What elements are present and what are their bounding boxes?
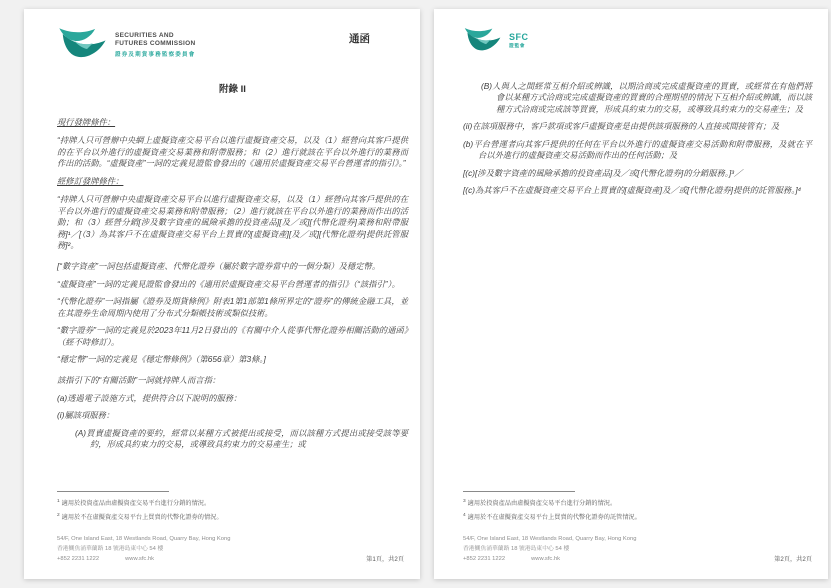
body-paragraph: “虛擬資產”一詞的定義見證監會發出的《適用於虛擬資產交易平台營運者的指引》（“該指引”）。 xyxy=(57,278,400,289)
footer-website: www.sfc.hk xyxy=(531,556,561,563)
body-paragraph: [“數字資產”一詞包括虛擬資產、代幣化證券（屬於數字證券當中的一個分類）及穩定幣。 xyxy=(57,261,381,272)
sfc-logo-text xyxy=(509,33,529,50)
sfc-logo-small xyxy=(463,27,529,55)
sfc-logo-abbr-zh: 證監會 xyxy=(509,44,526,50)
page2-body xyxy=(463,81,812,203)
footnote-2 xyxy=(57,513,408,523)
sfc-logo-large xyxy=(57,27,196,63)
body-paragraph-item-b: (b)平台營運者向其客戶提供的任何在平台以外進行的虛擬資產交易活動和附帶服務，及就在平台以外進行的虛擬資產交易活動而作出的任何活動；及 xyxy=(463,138,812,161)
sfc-bird-icon xyxy=(463,27,503,55)
footer-address-zh: 香港鰂魚涌華蘭路 18 號港島東中心 54 樓 xyxy=(463,546,570,553)
footnote-marker: 4 xyxy=(463,513,466,519)
footnote-marker: 1 xyxy=(57,499,60,505)
body-paragraph: 該指引下的“有關活動”一詞就持牌人而言指： xyxy=(57,375,221,386)
body-paragraph-item-i: (i)屬該項服務： xyxy=(57,410,115,421)
sfc-logo-zh: 證券及期貨事務監察委員會 xyxy=(115,52,196,59)
body-paragraph-item-c2: [(c)為其客戶不在虛擬資產交易平台上買賣的[虛擬資產]及／或[代幣化證券]提供的託管服務。]⁴ xyxy=(463,185,802,196)
body-paragraph-item-c1: [(c)[涉及數字資產的風險承擔的投資產品]及／或[代幣化證券]的分銷服務。]³／ xyxy=(463,167,743,178)
footnote-divider xyxy=(463,491,575,492)
footnote-3 xyxy=(463,499,812,509)
doc-type-label: 通函 xyxy=(349,33,370,45)
footnote-1 xyxy=(57,499,408,509)
footnote-text: 適用於投資產品由虛擬資產交易平台進行分銷的情況。 xyxy=(467,500,617,508)
page2-page-number: 第2頁，共2頁 xyxy=(774,556,812,563)
body-paragraph: “持牌人只可營辦中央虛擬資產交易平台以進行虛擬資產交易，以及（1）經營向其客戶提供的在平台以外進行的虛擬資產交易業務和附帶服務；（2）進行就該在平台以外進行的業務而作出的活動；和（3）經營分銷[涉及數字資產的風險承擔的投資產品][及／或][代幣化證券]業務和附帶服務]¹／[（3）為其客戶不在虛擬資產交易平台上買賣的[虛擬資產][及／或][代幣化證券]提供託管服務]²。 xyxy=(57,194,408,250)
sfc-logo-abbr: SFC xyxy=(509,31,529,42)
footnote-text: 適用於不在虛擬資產交易平台上買賣的代幣化證券的情況。 xyxy=(61,514,223,522)
footer-website: www.sfc.hk xyxy=(125,556,155,563)
body-paragraph: “持牌人只可營辦中央網上虛擬資產交易平台以進行虛擬資產交易，以及（1）經營向其客戶提供的在平台以外進行的虛擬資產交易業務和附帶服務；和（2）進行就該在平台以外進行的業務而作出的活動。“虛擬資產”一詞的定義見證監會發出的《適用於虛擬資產交易平台營運者的指引》。” xyxy=(57,135,408,169)
footnote-text: 適用於投資產品由虛擬資產交易平台進行分銷的情況。 xyxy=(61,500,211,508)
footer-address-en: 54/F, One Island East, 18 Westlands Road, Quarry Bay, Hong Kong xyxy=(463,536,637,543)
page2-footer xyxy=(463,535,812,565)
heading-revised-conditions: 經修訂發牌條件： xyxy=(57,175,124,186)
document-page-1 xyxy=(24,9,420,579)
sfc-logo-text xyxy=(115,32,196,58)
page1-header xyxy=(57,27,408,63)
footer-address-en: 54/F, One Island East, 18 Westlands Road, Quarry Bay, Hong Kong xyxy=(57,536,231,543)
footnote-divider xyxy=(57,491,169,492)
body-paragraph: “穩定幣”一詞的定義見《穩定幣條例》（第656章）第3條。] xyxy=(57,354,266,364)
page1-body xyxy=(57,111,408,457)
footer-phone: +852 2231 1222 xyxy=(463,556,506,563)
body-paragraph-item-a: (a)透過電子設施方式，提供符合以下說明的服務： xyxy=(57,392,242,403)
footnote-text: 適用於不在虛擬資產交易平台上買賣的代幣化證券的託管情況。 xyxy=(467,514,641,522)
body-paragraph-item-ii: (ii)在該項服務中，客戶款項或客戶虛擬資產是由提供該項服務的人直接或間接管有；及 xyxy=(463,121,780,132)
sfc-logo-en-line1: SECURITIES AND xyxy=(115,31,174,39)
heading-current-conditions: 現行發牌條件： xyxy=(57,117,116,127)
body-paragraph: “代幣化證券”一詞指屬《證券及期貨條例》附表1第1部第1條所界定的“證券”的傳統金融工具，並在其證券生命周期內使用了分布式分類帳技術或類似技術。 xyxy=(57,296,408,318)
page2-header xyxy=(463,27,812,55)
page2-bottom xyxy=(463,491,812,565)
footnote-marker: 2 xyxy=(57,513,60,519)
page1-footer xyxy=(57,535,408,565)
body-paragraph-item-B: (B)人與人之間經常互相介紹或辨識，以期洽商或完成虛擬資產的買賣，或經常在有他們將會以某種方式洽商或完成虛擬資產的買賣的合理期望的情況下互相介紹或辨識，而以該種方式洽商或完成該等買賣，形成具約束力的交易，或導致具約束力的交易產生；及 xyxy=(481,81,812,114)
body-paragraph-item-A: (A)買賣虛擬資產的要約，經常以某種方式被提出或接受，而以該種方式提出或接受該等要約，形成具約束力的交易，或導致具約束力的交易產生；或 xyxy=(75,427,408,450)
page1-page-number: 第1頁，共2頁 xyxy=(366,556,404,563)
sfc-bird-icon xyxy=(57,27,109,63)
document-page-2 xyxy=(434,9,828,579)
sfc-logo-en-line2: FUTURES COMMISSION xyxy=(115,40,196,47)
footnote-marker: 3 xyxy=(463,499,466,505)
appendix-title: 附錄 II xyxy=(219,84,246,95)
page1-bottom xyxy=(57,491,408,565)
footer-address-zh: 香港鰂魚涌華蘭路 18 號港島東中心 54 樓 xyxy=(57,546,164,553)
body-paragraph: “數字證券”一詞的定義見於2023年11月2日發出的《有關中介人從事代幣化證券相關活動的通函》（經不時修訂）。 xyxy=(57,325,408,347)
footnote-4 xyxy=(463,513,812,523)
footer-phone: +852 2231 1222 xyxy=(57,556,100,563)
